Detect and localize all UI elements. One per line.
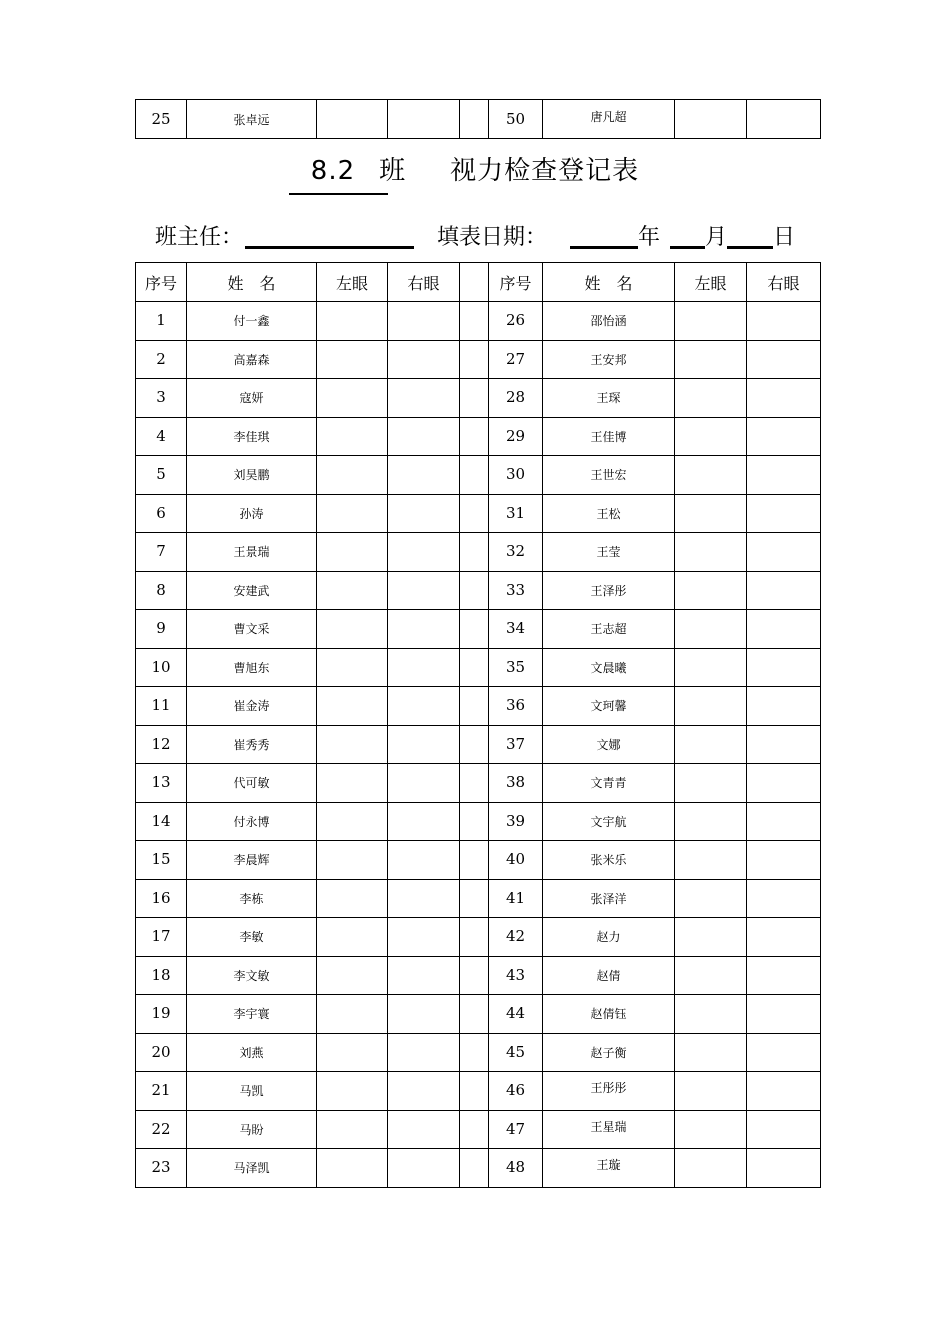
table-row	[136, 725, 821, 764]
student-name: 李文敏	[187, 956, 317, 995]
form-title	[0, 150, 950, 187]
student-name: 曹文采	[187, 610, 317, 649]
student-name: 崔金涛	[187, 687, 317, 726]
left-eye-cell[interactable]	[675, 100, 747, 139]
student-name: 王佳博	[543, 417, 675, 456]
student-name: 曹旭东	[187, 648, 317, 687]
student-name: 赵倩钰	[543, 995, 675, 1034]
student-name: 文娜	[543, 725, 675, 764]
left-eye-cell[interactable]	[317, 100, 388, 139]
table-row	[136, 1072, 821, 1111]
right-eye-cell[interactable]	[388, 1110, 460, 1149]
month-label: 月	[705, 225, 728, 250]
right-eye-cell[interactable]	[388, 802, 460, 841]
student-number: 1	[136, 302, 187, 341]
left-eye-cell[interactable]	[675, 417, 747, 456]
student-number: 50	[489, 100, 543, 139]
student-number: 17	[136, 918, 187, 957]
right-eye-cell[interactable]	[747, 1072, 821, 1111]
student-number: 25	[136, 100, 187, 139]
column-gap	[460, 918, 489, 957]
student-name: 张泽洋	[543, 879, 675, 918]
table-row	[136, 956, 821, 995]
student-number: 32	[489, 533, 543, 572]
student-number: 45	[489, 1033, 543, 1072]
student-number: 37	[489, 725, 543, 764]
teacher-name-field[interactable]	[245, 246, 414, 249]
vision-check-table	[135, 262, 821, 1188]
right-eye-cell[interactable]	[747, 417, 821, 456]
right-eye-cell[interactable]	[747, 687, 821, 726]
student-number: 36	[489, 687, 543, 726]
column-gap	[460, 764, 489, 803]
column-gap	[460, 1110, 489, 1149]
right-eye-cell[interactable]	[388, 956, 460, 995]
table-row	[136, 764, 821, 803]
left-eye-cell[interactable]	[317, 340, 388, 379]
student-number: 12	[136, 725, 187, 764]
left-eye-cell[interactable]	[317, 956, 388, 995]
column-gap	[460, 1072, 489, 1111]
right-eye-cell[interactable]	[747, 1033, 821, 1072]
left-eye-cell[interactable]	[675, 1033, 747, 1072]
student-number: 42	[489, 918, 543, 957]
student-name: 安建武	[187, 571, 317, 610]
table-row	[136, 340, 821, 379]
left-eye-cell[interactable]	[675, 571, 747, 610]
year-label: 年	[638, 225, 661, 250]
left-eye-cell[interactable]	[317, 533, 388, 572]
student-name: 王星瑞	[543, 1110, 675, 1149]
left-eye-cell[interactable]	[675, 1110, 747, 1149]
student-name: 赵子衡	[543, 1033, 675, 1072]
column-gap	[460, 687, 489, 726]
table-row	[136, 841, 821, 880]
right-eye-cell[interactable]	[747, 1110, 821, 1149]
left-eye-cell[interactable]	[317, 918, 388, 957]
left-eye-cell[interactable]	[675, 879, 747, 918]
table-row	[136, 571, 821, 610]
left-eye-cell[interactable]	[317, 1033, 388, 1072]
student-name: 邵怡涵	[543, 302, 675, 341]
right-eye-cell[interactable]	[747, 725, 821, 764]
right-eye-cell[interactable]	[747, 494, 821, 533]
right-eye-cell[interactable]	[388, 571, 460, 610]
student-name: 马泽凯	[187, 1149, 317, 1188]
student-number: 16	[136, 879, 187, 918]
student-name: 文珂馨	[543, 687, 675, 726]
column-gap	[460, 417, 489, 456]
left-eye-cell[interactable]	[317, 648, 388, 687]
right-eye-cell[interactable]	[747, 302, 821, 341]
column-gap	[460, 494, 489, 533]
table-row	[136, 533, 821, 572]
student-name: 马凯	[187, 1072, 317, 1111]
student-number: 38	[489, 764, 543, 803]
left-eye-cell[interactable]	[317, 879, 388, 918]
column-gap	[460, 100, 489, 139]
column-gap	[460, 571, 489, 610]
student-name: 李佳琪	[187, 417, 317, 456]
left-eye-cell[interactable]	[675, 725, 747, 764]
right-eye-cell[interactable]	[747, 571, 821, 610]
table-row	[136, 879, 821, 918]
left-eye-cell[interactable]	[675, 340, 747, 379]
student-name: 王璇	[543, 1149, 675, 1188]
left-eye-cell[interactable]	[675, 302, 747, 341]
right-eye-cell[interactable]	[388, 340, 460, 379]
left-eye-cell[interactable]	[317, 417, 388, 456]
column-gap	[460, 648, 489, 687]
student-name: 李敏	[187, 918, 317, 957]
left-eye-cell[interactable]	[675, 956, 747, 995]
student-name: 文青青	[543, 764, 675, 803]
student-number: 39	[489, 802, 543, 841]
left-eye-cell[interactable]	[675, 687, 747, 726]
table-row	[136, 687, 821, 726]
table-row	[136, 995, 821, 1034]
student-number: 5	[136, 456, 187, 495]
column-gap	[460, 725, 489, 764]
table-row	[136, 1033, 821, 1072]
left-eye-cell[interactable]	[317, 1072, 388, 1111]
student-name: 王世宏	[543, 456, 675, 495]
left-eye-cell[interactable]	[317, 1110, 388, 1149]
left-eye-cell[interactable]	[675, 1072, 747, 1111]
column-gap	[460, 879, 489, 918]
left-eye-cell[interactable]	[317, 802, 388, 841]
right-eye-cell[interactable]	[747, 379, 821, 418]
left-eye-cell[interactable]	[675, 1149, 747, 1188]
right-eye-cell[interactable]	[388, 725, 460, 764]
class-code-underline	[289, 193, 388, 195]
student-name: 文晨曦	[543, 648, 675, 687]
right-eye-cell[interactable]	[388, 1072, 460, 1111]
student-name: 王泽彤	[543, 571, 675, 610]
student-number: 31	[489, 494, 543, 533]
right-eye-cell[interactable]	[388, 100, 460, 139]
previous-page-row-table	[135, 99, 821, 139]
header-name: 姓 名	[543, 263, 675, 302]
column-gap	[460, 995, 489, 1034]
right-eye-cell[interactable]	[747, 340, 821, 379]
left-eye-cell[interactable]	[675, 841, 747, 880]
right-eye-cell[interactable]	[747, 456, 821, 495]
right-eye-cell[interactable]	[388, 764, 460, 803]
left-eye-cell[interactable]	[317, 494, 388, 533]
student-number: 21	[136, 1072, 187, 1111]
student-number: 14	[136, 802, 187, 841]
right-eye-cell[interactable]	[388, 687, 460, 726]
column-gap	[460, 533, 489, 572]
student-number: 6	[136, 494, 187, 533]
left-eye-cell[interactable]	[317, 610, 388, 649]
table-row	[136, 802, 821, 841]
column-gap	[460, 456, 489, 495]
student-name: 张米乐	[543, 841, 675, 880]
student-name: 王志超	[543, 610, 675, 649]
header-number: 序号	[489, 263, 543, 302]
right-eye-cell[interactable]	[747, 610, 821, 649]
right-eye-cell[interactable]	[388, 456, 460, 495]
student-number: 15	[136, 841, 187, 880]
right-eye-cell[interactable]	[747, 1149, 821, 1188]
student-name: 王彤彤	[543, 1072, 675, 1111]
student-name: 刘燕	[187, 1033, 317, 1072]
left-eye-cell[interactable]	[675, 648, 747, 687]
column-gap	[460, 340, 489, 379]
student-number: 35	[489, 648, 543, 687]
student-number: 26	[489, 302, 543, 341]
student-number: 29	[489, 417, 543, 456]
right-eye-cell[interactable]	[388, 1149, 460, 1188]
left-eye-cell[interactable]	[675, 764, 747, 803]
student-number: 18	[136, 956, 187, 995]
student-number: 41	[489, 879, 543, 918]
student-number: 19	[136, 995, 187, 1034]
day-field[interactable]	[727, 246, 773, 249]
student-number: 33	[489, 571, 543, 610]
right-eye-cell[interactable]	[388, 417, 460, 456]
month-field[interactable]	[670, 246, 705, 249]
student-name: 高嘉森	[187, 340, 317, 379]
left-eye-cell[interactable]	[675, 995, 747, 1034]
column-gap	[460, 302, 489, 341]
table-row	[136, 302, 821, 341]
header-number: 序号	[136, 263, 187, 302]
right-eye-cell[interactable]	[747, 841, 821, 880]
header-name: 姓 名	[187, 263, 317, 302]
right-eye-cell[interactable]	[388, 841, 460, 880]
right-eye-cell[interactable]	[388, 879, 460, 918]
student-number: 43	[489, 956, 543, 995]
student-number: 27	[489, 340, 543, 379]
student-number: 3	[136, 379, 187, 418]
student-number: 10	[136, 648, 187, 687]
student-name: 王琛	[543, 379, 675, 418]
right-eye-cell[interactable]	[388, 1033, 460, 1072]
student-name: 寇妍	[187, 379, 317, 418]
right-eye-cell[interactable]	[388, 533, 460, 572]
left-eye-cell[interactable]	[675, 610, 747, 649]
table-row	[136, 1110, 821, 1149]
student-number: 30	[489, 456, 543, 495]
left-eye-cell[interactable]	[675, 379, 747, 418]
student-name: 王莹	[543, 533, 675, 572]
student-name: 王景瑞	[187, 533, 317, 572]
student-number: 7	[136, 533, 187, 572]
column-gap	[460, 379, 489, 418]
right-eye-cell[interactable]	[388, 648, 460, 687]
student-number: 47	[489, 1110, 543, 1149]
left-eye-cell[interactable]	[317, 302, 388, 341]
student-number: 22	[136, 1110, 187, 1149]
student-number: 48	[489, 1149, 543, 1188]
student-number: 28	[489, 379, 543, 418]
student-name: 李晨辉	[187, 841, 317, 880]
student-name: 马盼	[187, 1110, 317, 1149]
header-left-eye: 左眼	[317, 263, 388, 302]
header-right-eye: 右眼	[388, 263, 460, 302]
day-label: 日	[773, 225, 796, 250]
student-number: 44	[489, 995, 543, 1034]
right-eye-cell[interactable]	[747, 918, 821, 957]
right-eye-cell[interactable]	[388, 995, 460, 1034]
student-name: 李栋	[187, 879, 317, 918]
student-name: 王安邦	[543, 340, 675, 379]
left-eye-cell[interactable]	[317, 571, 388, 610]
column-gap	[460, 956, 489, 995]
student-name: 赵倩	[543, 956, 675, 995]
left-eye-cell[interactable]	[317, 379, 388, 418]
left-eye-cell[interactable]	[317, 456, 388, 495]
left-eye-cell[interactable]	[675, 802, 747, 841]
student-name: 崔秀秀	[187, 725, 317, 764]
header-right-eye: 右眼	[747, 263, 821, 302]
student-number: 13	[136, 764, 187, 803]
student-number: 34	[489, 610, 543, 649]
left-eye-cell[interactable]	[675, 494, 747, 533]
student-name: 唐凡超	[543, 100, 675, 139]
date-label: 填表日期：	[437, 225, 548, 250]
column-gap	[460, 263, 489, 302]
table-row	[136, 610, 821, 649]
right-eye-cell[interactable]	[747, 533, 821, 572]
left-eye-cell[interactable]	[675, 456, 747, 495]
student-name: 付一鑫	[187, 302, 317, 341]
column-gap	[460, 610, 489, 649]
title-class-code: 8.2	[310, 156, 356, 186]
student-name: 赵力	[543, 918, 675, 957]
student-number: 9	[136, 610, 187, 649]
student-number: 8	[136, 571, 187, 610]
student-number: 20	[136, 1033, 187, 1072]
left-eye-cell[interactable]	[317, 725, 388, 764]
student-number: 2	[136, 340, 187, 379]
right-eye-cell[interactable]	[747, 956, 821, 995]
student-name: 代可敏	[187, 764, 317, 803]
left-eye-cell[interactable]	[317, 687, 388, 726]
column-gap	[460, 802, 489, 841]
title-class-word: 班	[379, 156, 407, 186]
student-name: 王松	[543, 494, 675, 533]
right-eye-cell[interactable]	[747, 802, 821, 841]
teacher-label: 班主任：	[155, 225, 244, 250]
table-row	[136, 918, 821, 957]
student-name: 孙涛	[187, 494, 317, 533]
table-row	[136, 494, 821, 533]
right-eye-cell[interactable]	[747, 648, 821, 687]
table-row	[136, 379, 821, 418]
left-eye-cell[interactable]	[317, 995, 388, 1034]
student-name: 文宇航	[543, 802, 675, 841]
column-gap	[460, 841, 489, 880]
student-name: 李宇寰	[187, 995, 317, 1034]
right-eye-cell[interactable]	[747, 100, 821, 139]
right-eye-cell[interactable]	[747, 879, 821, 918]
right-eye-cell[interactable]	[747, 764, 821, 803]
right-eye-cell[interactable]	[388, 302, 460, 341]
right-eye-cell[interactable]	[388, 494, 460, 533]
column-gap	[460, 1149, 489, 1188]
student-number: 11	[136, 687, 187, 726]
table-row	[136, 1149, 821, 1188]
left-eye-cell[interactable]	[317, 841, 388, 880]
right-eye-cell[interactable]	[388, 610, 460, 649]
student-number: 23	[136, 1149, 187, 1188]
year-field[interactable]	[570, 246, 638, 249]
student-name: 刘昊鹏	[187, 456, 317, 495]
table-header-row	[136, 263, 821, 302]
left-eye-cell[interactable]	[317, 764, 388, 803]
student-number: 4	[136, 417, 187, 456]
student-name: 付永博	[187, 802, 317, 841]
left-eye-cell[interactable]	[675, 918, 747, 957]
column-gap	[460, 1033, 489, 1072]
student-name: 张卓远	[187, 100, 317, 139]
right-eye-cell[interactable]	[388, 379, 460, 418]
left-eye-cell[interactable]	[317, 1149, 388, 1188]
table-row	[136, 648, 821, 687]
right-eye-cell[interactable]	[388, 918, 460, 957]
header-left-eye: 左眼	[675, 263, 747, 302]
student-number: 40	[489, 841, 543, 880]
left-eye-cell[interactable]	[675, 533, 747, 572]
title-text: 视力检查登记表	[450, 156, 640, 186]
right-eye-cell[interactable]	[747, 995, 821, 1034]
table-row	[136, 417, 821, 456]
student-number: 46	[489, 1072, 543, 1111]
table-row	[136, 456, 821, 495]
